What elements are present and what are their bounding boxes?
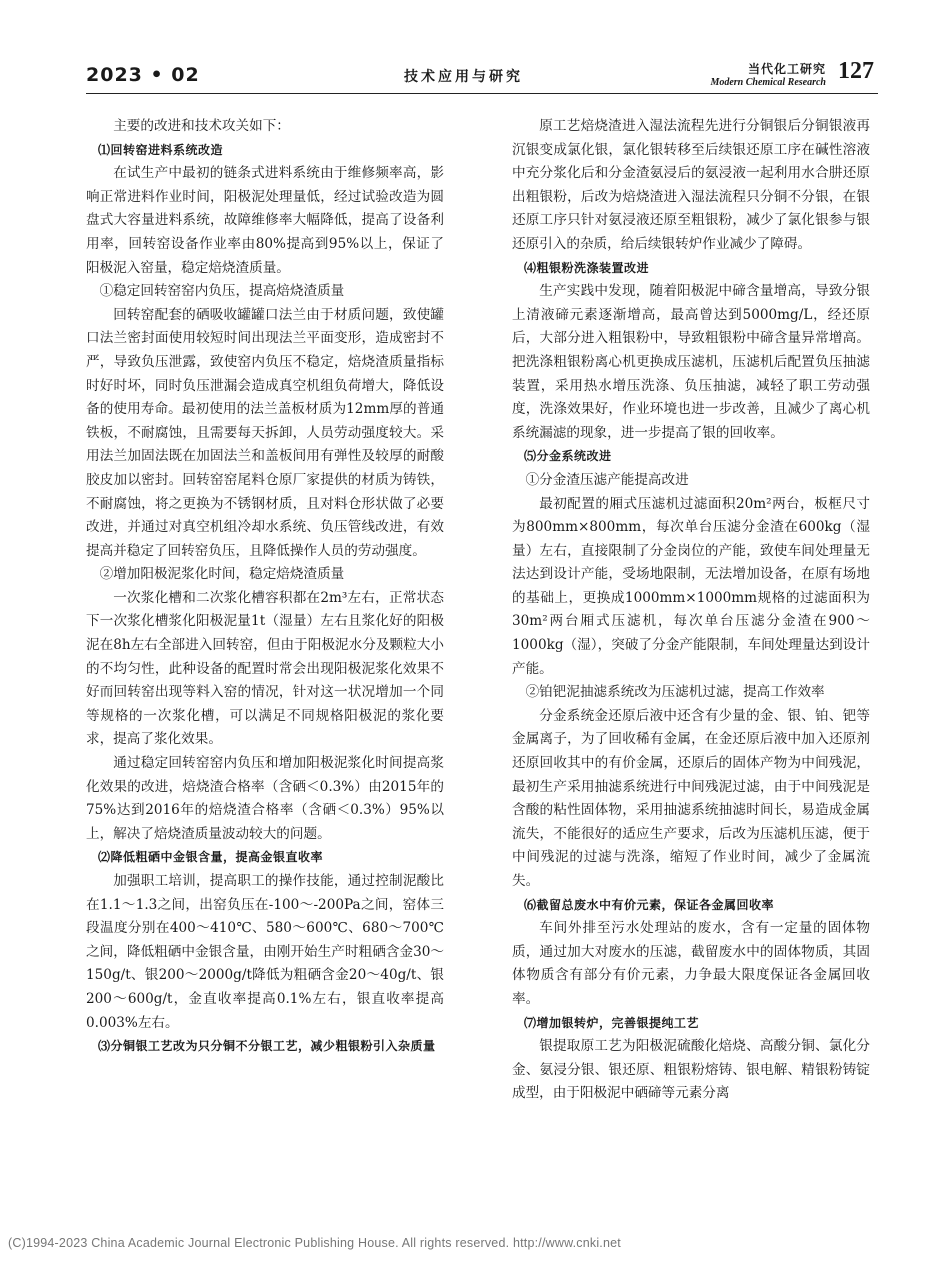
paragraph-reduce-gold-silver: 加强职工培训，提高职工的操作技能，通过控制泥酸比在1.1～1.3之间，出窑负压在-100～-200Pa之间，窑体三段温度分别在400～410℃、580～600℃、680～700℃之间，降低粗硒中金银含量，由刚开始生产时粗硒含金30～150g/t、银200～2000g/t降低为粗硒含金20～40g/t、银200～600g/t，金直收率提高0.1%左右，银直收率提高0.003%左右。 xyxy=(86,873,444,1031)
heading-copper-silver-process: ⑶分铜银工艺改为只分铜不分银工艺，减少粗银粉引入杂质量 xyxy=(98,1039,436,1054)
paragraph-wastewater: 车间外排至污水处理站的废水，含有一定量的固体物质，通过加大对废水的压滤，截留废水中的固体物质，其固体物质含有部分有价元素，力争最大限度保证各金属回收率。 xyxy=(512,920,870,1007)
subheading-pt-pd-filter: ②铂钯泥抽滤系统改为压滤机过滤，提高工作效率 xyxy=(525,684,825,701)
left-column xyxy=(86,115,444,1059)
paragraph-negative-pressure: 回转窑配套的硒吸收罐罐口法兰由于材质问题，致使罐口法兰密封面使用较短时间出现法兰平面变形，造成密封不严，导致负压泄露，致使窑内负压不稳定，焙烧渣质量指标时好时坏，同时负压泄漏会造成真空机组负荷增大，降低设备的使用寿命。最初使用的法兰盖板材质为12mm厚的普通铁板，不耐腐蚀，且需要每天拆卸，人员劳动强度较大。采用法兰加固法既在加固法兰和盖板间用有弹性及较厚的耐酸胶皮加以密封。回转窑窑尾料仓原厂家提供的材质为铸铁，不耐腐蚀，将之更换为不锈钢材质，且对料仓形状做了必要改进，并通过对真空机组冷却水系统、负压管线改进，有效提高并稳定了回转窑负压，且降低操作人员的劳动强度。 xyxy=(86,306,444,559)
page-number: 127 xyxy=(838,58,874,84)
journal-name-cn: 当代化工研究 xyxy=(747,62,826,76)
paragraph-qualification-rate: 通过稳定回转窑窑内负压和增加阳极泥浆化时间提高浆化效果的改进，焙烧渣合格率（含硒＜0.3%）由2015年的75%达到2016年的焙烧渣合格率（含硒＜0.3%）95%以上，解决了焙烧渣质量波动较大的问题。 xyxy=(86,755,444,842)
heading-kiln-feed: ⑴回转窑进料系统改造 xyxy=(98,142,224,157)
section-title: 技术应用与研究 xyxy=(404,69,523,85)
issue-year: 2023 • 02 xyxy=(86,64,200,86)
journal-name-en: Modern Chemical Research xyxy=(710,77,826,88)
paragraph-original-process: 原工艺焙烧渣进入湿法流程先进行分铜银后分铜银液再沉银变成氯化银，氯化银转移至后续银还原工序在碱性溶液中充分浆化后和分金渣氨浸后的氨浸液一起利用水合肼还原出粗银粉，后改为焙烧渣进入湿法流程只分铜不分银，在银还原工序只针对氨浸液还原至粗银粉，减少了氯化银参与银还原引入的杂质，给后续银转炉作业减少了障碍。 xyxy=(512,118,870,252)
paragraph-silver-washing: 生产实践中发现，随着阳极泥中碲含量增高，导致分银上清液碲元素逐渐增高，最高曾达到5000mg/L，经还原后，大部分进入粗银粉中，导致粗银粉中碲含量异常增高。把洗涤粗银粉离心机更换成压滤机，压滤机后配置负压抽滤装置，采用热水增压洗涤、负压抽滤，减轻了职工劳动强度，洗涤效果好，作业环境也进一步改善，且减少了离心机系统漏滤的现象，进一步提高了银的回收率。 xyxy=(512,283,870,441)
heading-silver-washing: ⑷粗银粉洗涤装置改进 xyxy=(524,260,650,275)
paragraph-pt-pd-filter: 分金系统金还原后液中还含有少量的金、银、铂、钯等金属离子，为了回收稀有金属，在金还原后液中加入还原剂还原回收其中的有价金属，还原后的固体产物为中间残泥，最初生产采用抽滤系统进行中间残泥过滤，由于中间残泥是含酸的粘性固体物，采用抽滤系统抽滤时间长，易造成金属流失，不能很好的适应生产要求，后改为压滤机压滤，便于中间残泥的过滤与洗涤，缩短了作业时间，减少了金属流失。 xyxy=(512,707,870,889)
header-rule xyxy=(86,93,878,94)
copyright-footer: (C)1994-2023 China Academic Journal Electronic Publishing House. All rights reserved. http://www.cnki.net xyxy=(8,1236,621,1250)
heading-gold-separation: ⑸分金系统改进 xyxy=(524,449,612,464)
subheading-negative-pressure: ①稳定回转窑窑内负压，提高焙烧渣质量 xyxy=(99,283,345,300)
subheading-slurry-time: ②增加阳极泥浆化时间，稳定焙烧渣质量 xyxy=(99,566,345,583)
heading-silver-converter: ⑺增加银转炉，完善银提纯工艺 xyxy=(524,1015,700,1030)
page-header xyxy=(86,56,878,96)
paragraph-silver-converter: 银提取原工艺为阳极泥硫酸化焙烧、高酸分铜、氯化分金、氨浸分银、银还原、粗银粉熔铸、银电解、精银粉铸锭成型，由于阳极泥中硒碲等元素分离 xyxy=(512,1038,870,1102)
heading-reduce-gold-silver: ⑵降低粗硒中金银含量，提高金银直收率 xyxy=(98,850,324,865)
subheading-filter-capacity: ①分金渣压滤产能提高改进 xyxy=(525,471,689,488)
right-column xyxy=(512,115,870,1106)
paragraph-kiln-feed: 在试生产中最初的链条式进料系统由于维修频率高，影响正常进料作业时间，阳极泥处理量低，经过试验改造为圆盘式大容量进料系统，故障维修率大幅降低，提高了设备利用率，回转窑设备作业率由80%提高到95%以上，保证了阳极泥入窑量，稳定焙烧渣质量。 xyxy=(86,165,444,276)
paragraph-slurry-time: 一次浆化槽和二次浆化槽容积都在2m³左右，正常状态下一次浆化槽浆化阳极泥量1t（湿量）左右且浆化好的阳极泥在8h左右全部进入回转窑，但由于阳极泥水分及颗粒大小的不均匀性，此种设备的配置时常会出现阳极泥浆化效果不好而回转窑出现等料入窑的情况，针对这一状况增加一个同等规格的一次浆化槽，可以满足不同规格阳极泥的浆化要求，提高了浆化效果。 xyxy=(86,589,444,748)
journal-name xyxy=(686,60,826,88)
intro-paragraph: 主要的改进和技术攻关如下： xyxy=(113,118,290,134)
paragraph-filter-capacity: 最初配置的厢式压滤机过滤面积20m²两台，板框尺寸为800mm×800mm，每次单台压滤分金渣在600kg（湿量）左右，直接限制了分金岗位的产能，致使车间处理量无法达到设计产能，受场地限制，无法增加设备，在原有场地的基础上，更换成1000mm×1000mm规格的过滤面积为30m²两台厢式压滤机，每次单台压滤分金渣在900～1000kg（湿），突破了分金产能限制，车间处理量达到设计产能。 xyxy=(512,495,870,677)
heading-wastewater: ⑹截留总废水中有价元素，保证各金属回收率 xyxy=(524,897,775,912)
